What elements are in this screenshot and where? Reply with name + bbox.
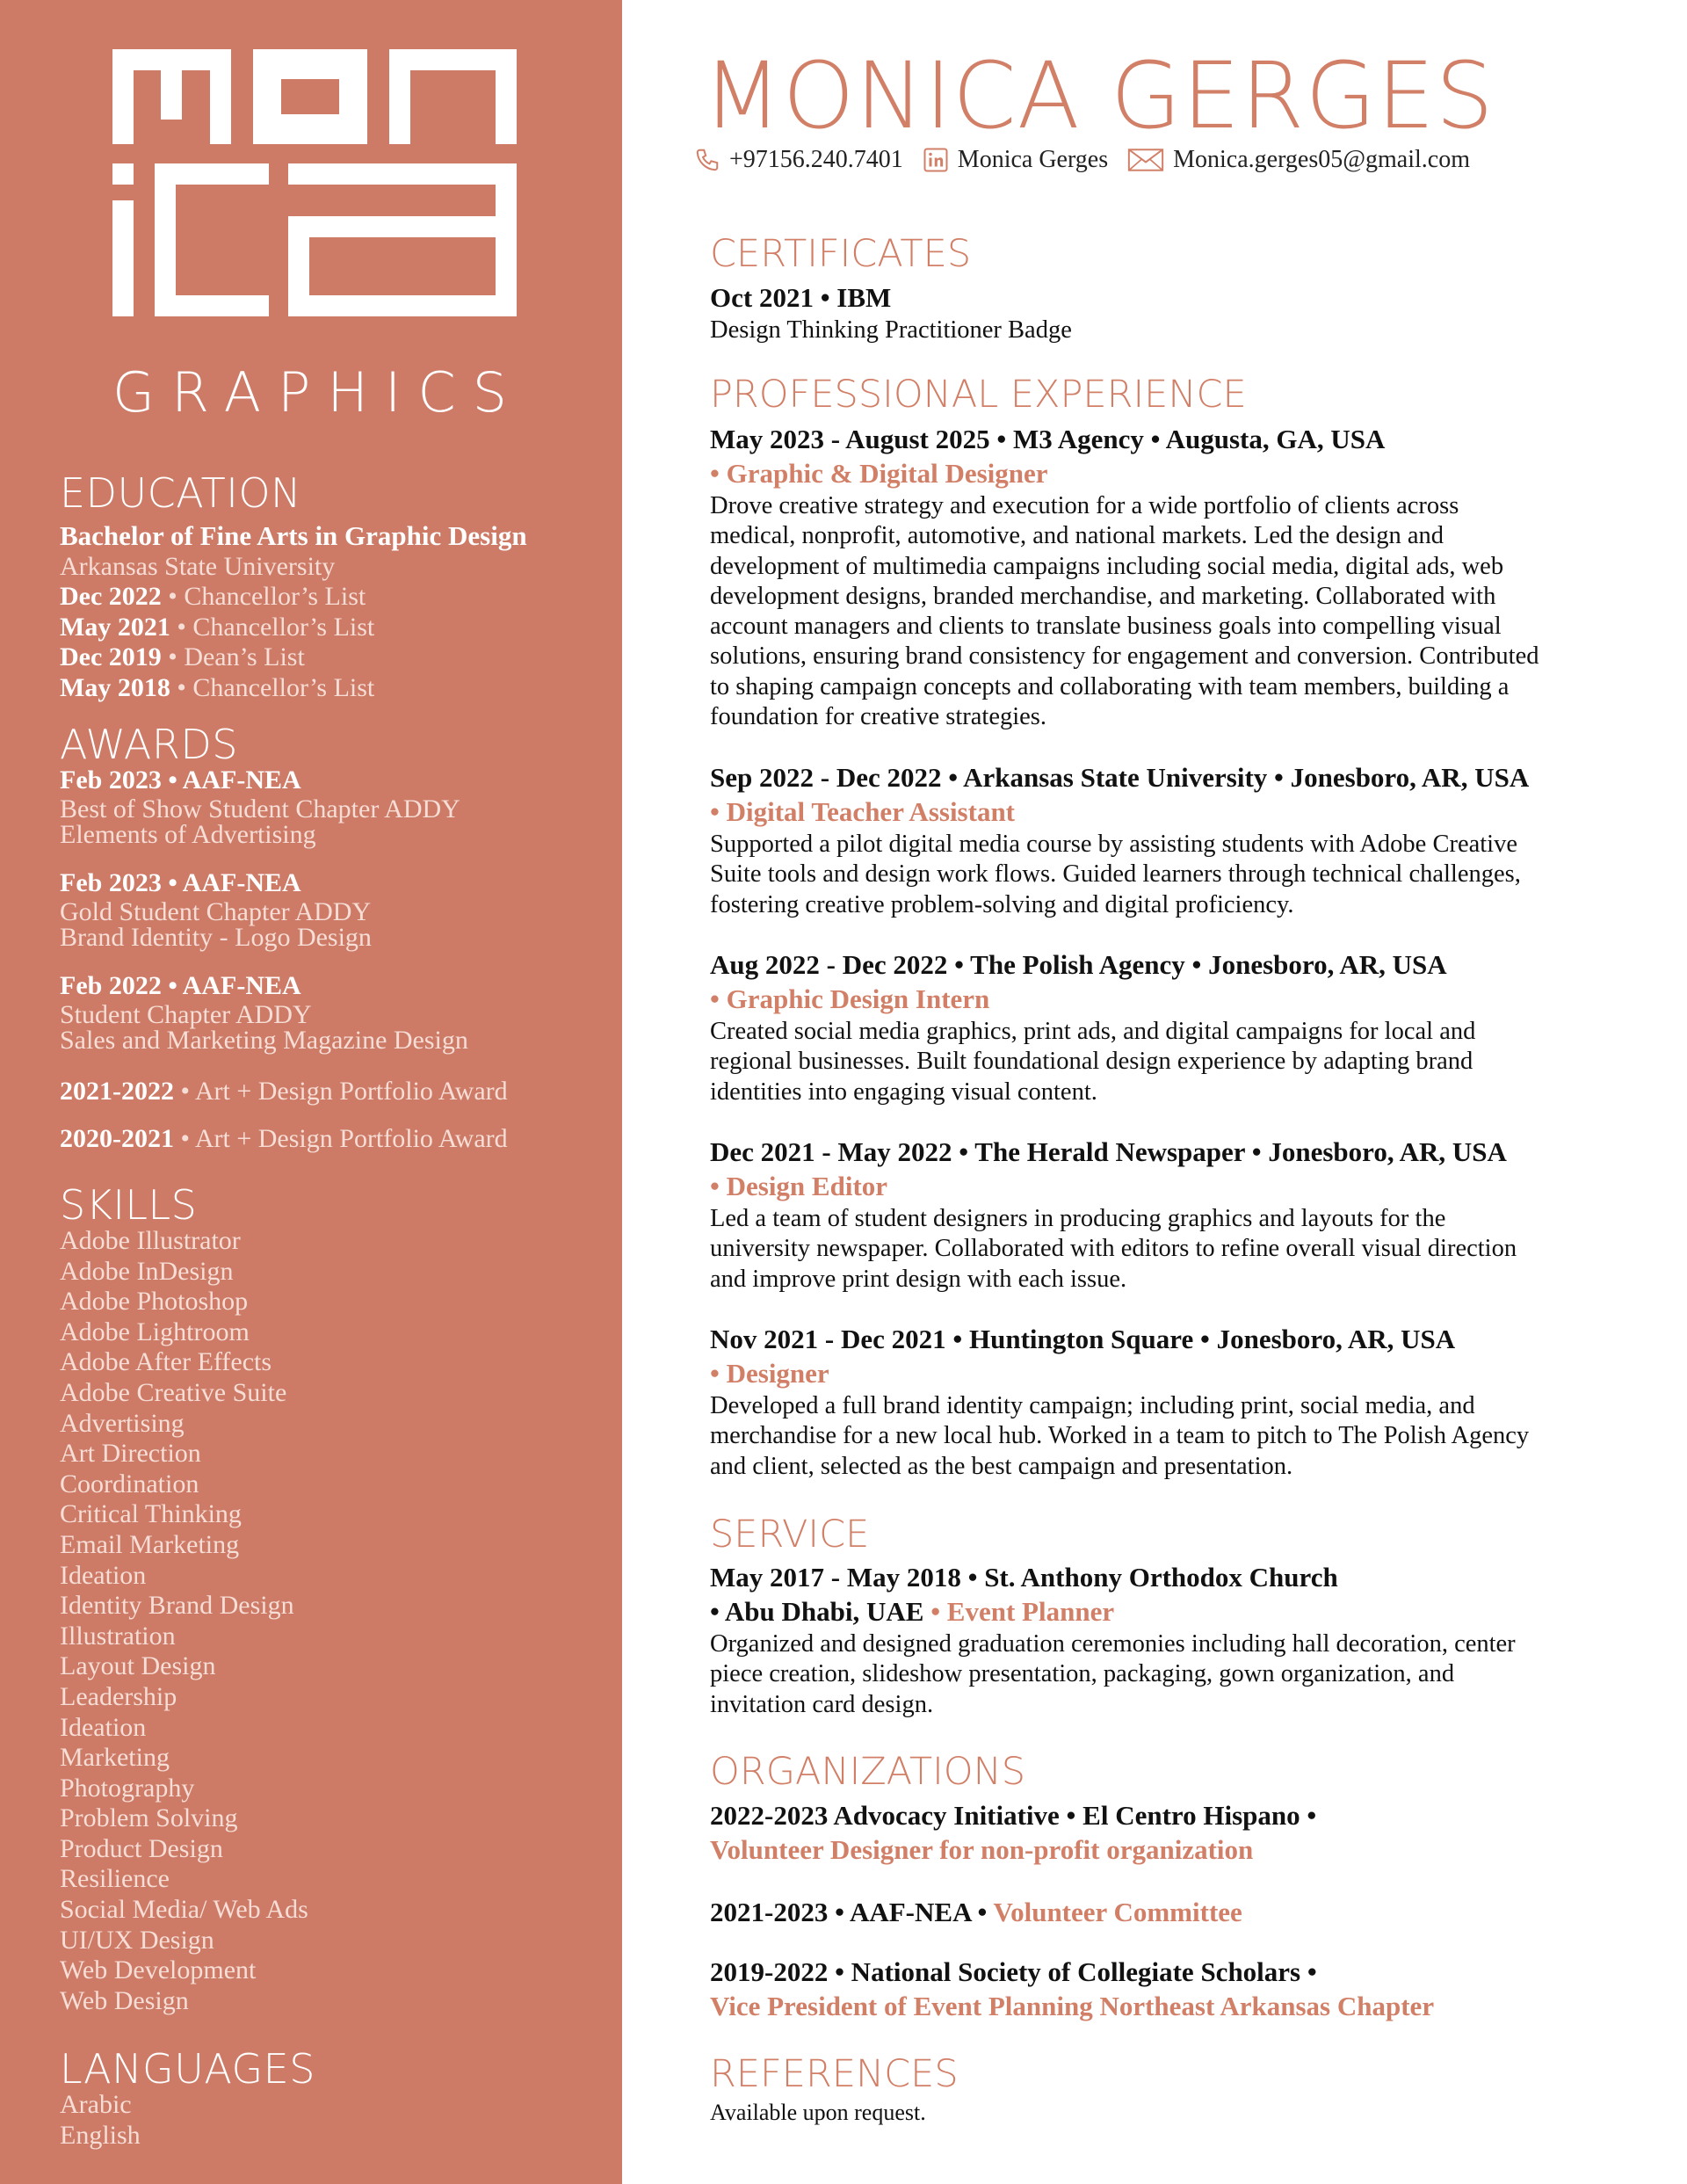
- skill-item: Adobe After Effects: [60, 1347, 272, 1377]
- job-item: [710, 1323, 1641, 1482]
- job-line: university newspaper. Collaborated with editors to refine overall visual direction: [710, 1235, 1517, 1263]
- service-location: • Abu Dhabi, UAE: [710, 1596, 924, 1627]
- portfolio-award: 2021-2022 • Art + Design Portfolio Award: [60, 1077, 508, 1106]
- contact-bar: [694, 142, 1489, 178]
- education-school: Arkansas State University: [60, 551, 336, 581]
- award-title: Feb 2022 • AAF-NEA: [60, 971, 301, 1000]
- job-header: Nov 2021 - Dec 2021 • Huntington Square • Jonesboro, AR, USA: [710, 1324, 1456, 1354]
- job-header: Aug 2022 - Dec 2022 • The Polish Agency • Jonesboro, AR, USA: [710, 949, 1447, 980]
- certificate-item: [710, 281, 1641, 346]
- language-item: Arabic: [60, 2090, 132, 2119]
- job-line: and client, selected as the best campaign and presentation.: [710, 1452, 1293, 1480]
- service-header: May 2017 - May 2018 • St. Anthony Orthodox Church: [710, 1562, 1338, 1593]
- linkedin-text: Monica Gerges: [957, 146, 1109, 173]
- org-row: [710, 1895, 1641, 1930]
- phone-text: +97156.240.7401: [729, 146, 903, 173]
- skill-item: Illustration: [60, 1621, 176, 1651]
- job-line: and improve print design with each issue.: [710, 1265, 1127, 1293]
- organization-item: [710, 1955, 1641, 2024]
- award-line: Sales and Marketing Magazine Design: [60, 1025, 468, 1055]
- job-line: foundation for creative strategies.: [710, 703, 1047, 731]
- job-line: to shaping campaign concepts and collaborating with team members, building a: [710, 672, 1510, 700]
- skill-item: Leadership: [60, 1681, 177, 1711]
- award-line: Best of Show Student Chapter ADDY: [60, 794, 460, 824]
- job-line: merchandise for a new local hub. Worked in a team to pitch to The Polish Agency: [710, 1422, 1530, 1450]
- award-line: Elements of Advertising: [60, 819, 316, 849]
- award-title: Feb 2023 • AAF-NEA: [60, 868, 301, 897]
- skill-item: Coordination: [60, 1469, 199, 1498]
- skill-item: Advertising: [60, 1408, 185, 1438]
- references-item: [710, 2099, 1641, 2127]
- skill-item: Adobe Lightroom: [60, 1317, 250, 1346]
- job-line: Created social media graphics, print ads, and digital campaigns for local and: [710, 1018, 1476, 1045]
- education-section: [60, 521, 527, 703]
- award-line: Brand Identity - Logo Design: [60, 922, 372, 952]
- award-item: [60, 868, 372, 950]
- service-item: [710, 1561, 1641, 1720]
- skill-item: Marketing: [60, 1743, 170, 1773]
- skill-item: Identity Brand Design: [60, 1591, 294, 1621]
- skill-item: Email Marketing: [60, 1529, 240, 1559]
- certificates-heading: CERTIFICATES: [710, 232, 972, 276]
- job-header: May 2023 - August 2025 • M3 Agency • Augusta, GA, USA: [710, 424, 1386, 454]
- organization-item: [710, 1799, 1641, 1868]
- honor-item: Dec 2019 • Dean’s List: [60, 642, 305, 671]
- skill-item: Resilience: [60, 1864, 170, 1894]
- references-heading: REFERENCES: [710, 2052, 959, 2096]
- skill-item: Adobe Photoshop: [60, 1287, 249, 1317]
- references-text: Available upon request.: [710, 2100, 926, 2125]
- org-role: Volunteer Committee: [993, 1897, 1242, 1927]
- skills-list: [60, 1226, 308, 2016]
- job-role: • Graphic & Digital Designer: [710, 458, 1048, 489]
- awards-heading: AWARDS: [60, 721, 238, 768]
- org-header: 2021-2023 • AAF-NEA •: [710, 1897, 988, 1927]
- job-line: regional businesses. Built foundational design experience by adapting brand: [710, 1048, 1473, 1076]
- skill-item: Adobe Illustrator: [60, 1226, 241, 1255]
- organizations-heading: ORGANIZATIONS: [710, 1750, 1026, 1794]
- service-line: Organized and designed graduation ceremonies including hall decoration, center: [710, 1630, 1516, 1658]
- job-line: Led a team of student designers in producing graphics and layouts for the: [710, 1205, 1446, 1232]
- certificate-desc: Design Thinking Practitioner Badge: [710, 316, 1072, 344]
- email-text: Monica.gerges05@gmail.com: [1173, 146, 1470, 173]
- job-line: Developed a full brand identity campaign; including print, social media, and: [710, 1392, 1475, 1419]
- contact-email[interactable]: [1127, 146, 1470, 174]
- job-header: Dec 2021 - May 2022 • The Herald Newspaper • Jonesboro, AR, USA: [710, 1136, 1507, 1167]
- skill-item: Problem Solving: [60, 1803, 238, 1833]
- skill-item: Web Development: [60, 1955, 257, 1985]
- skill-item: Social Media/ Web Ads: [60, 1895, 308, 1925]
- service-line: piece creation, slideshow presentation, packaging, gown organization, and: [710, 1660, 1455, 1688]
- skill-item: Ideation: [60, 1712, 147, 1742]
- sidebar: [0, 0, 622, 2184]
- job-line: Suite tools and design work flows. Guided learners through technical challenges,: [710, 860, 1521, 889]
- org-header: 2022-2023 Advocacy Initiative • El Centro Hispano •: [710, 1800, 1317, 1831]
- job-line: development of multimedia campaigns including social media, digital ads, web: [710, 552, 1504, 580]
- skill-item: Photography: [60, 1773, 195, 1803]
- experience-heading: PROFESSIONAL EXPERIENCE: [710, 373, 1247, 417]
- certificate-title: Oct 2021 • IBM: [710, 282, 892, 313]
- skill-item: Web Design: [60, 1985, 189, 2015]
- linkedin-icon: [923, 147, 949, 173]
- job-line: solutions, ensuring brand consistency for engagement and conversion. Contributed: [710, 642, 1539, 671]
- mail-icon: [1127, 147, 1164, 173]
- job-item: [710, 948, 1641, 1107]
- phone-icon: [694, 147, 720, 173]
- honor-item: May 2021 • Chancellor’s List: [60, 612, 375, 642]
- job-item: [710, 1136, 1641, 1295]
- job-line: Drove creative strategy and execution for a wide portfolio of clients across: [710, 492, 1459, 519]
- skill-item: Art Direction: [60, 1439, 201, 1469]
- job-header: Sep 2022 - Dec 2022 • Arkansas State University • Jonesboro, AR, USA: [710, 762, 1530, 793]
- job-line: account managers and clients to translate business goals into compelling visual: [710, 613, 1502, 641]
- skill-item: Ideation: [60, 1560, 147, 1590]
- education-heading: EDUCATION: [60, 469, 301, 517]
- job-line: medical, nonprofit, automotive, and national markets. Led the design and: [710, 522, 1444, 550]
- job-role: • Designer: [710, 1358, 829, 1389]
- job-item: [710, 761, 1641, 920]
- languages-list: [60, 2090, 141, 2151]
- honor-item: Dec 2022 • Chancellor’s List: [60, 582, 366, 611]
- organization-item: [710, 1895, 1641, 1930]
- skill-item: Adobe Creative Suite: [60, 1377, 287, 1407]
- contact-phone[interactable]: [694, 146, 903, 174]
- education-degree: Bachelor of Fine Arts in Graphic Design: [60, 520, 527, 551]
- award-item: [60, 765, 460, 847]
- service-role: • Event Planner: [930, 1596, 1115, 1627]
- skill-item: Adobe InDesign: [60, 1256, 234, 1286]
- job-line: identities into engaging visual content.: [710, 1077, 1097, 1106]
- job-role: • Graphic Design Intern: [710, 983, 990, 1014]
- org-role: Vice President of Event Planning Northeast Arkansas Chapter: [710, 1991, 1435, 2021]
- skill-item: Critical Thinking: [60, 1499, 242, 1529]
- language-item: English: [60, 2120, 141, 2150]
- job-role: • Digital Teacher Assistant: [710, 796, 1016, 827]
- skill-item: Product Design: [60, 1833, 223, 1863]
- service-heading: SERVICE: [710, 1513, 870, 1556]
- logo-wordmark: GRAPHICS: [112, 360, 524, 424]
- skill-item: UI/UX Design: [60, 1925, 214, 1955]
- portfolio-award: 2020-2021 • Art + Design Portfolio Award: [60, 1124, 508, 1153]
- org-role: Volunteer Designer for non-profit organization: [710, 1834, 1254, 1865]
- page-title: MONICA GERGES: [703, 42, 1495, 149]
- service-location-row: [710, 1594, 1641, 1629]
- award-title: Feb 2023 • AAF-NEA: [60, 765, 301, 795]
- org-header: 2019-2022 • National Society of Collegiate Scholars •: [710, 1956, 1317, 1987]
- award-line: Gold Student Chapter ADDY: [60, 896, 372, 926]
- job-line: fostering creative problem-solving and digital proficiency.: [710, 890, 1294, 918]
- job-item: [710, 423, 1641, 732]
- award-line: Student Chapter ADDY: [60, 999, 312, 1029]
- contact-linkedin[interactable]: [923, 146, 1108, 174]
- award-item: [60, 971, 468, 1053]
- job-role: • Design Editor: [710, 1171, 888, 1201]
- languages-heading: LANGUAGES: [60, 2045, 315, 2093]
- skills-heading: SKILLS: [60, 1181, 198, 1229]
- skill-item: Layout Design: [60, 1651, 216, 1681]
- service-line: invitation card design.: [710, 1690, 934, 1718]
- job-line: Supported a pilot digital media course by assisting students with Adobe Creative: [710, 831, 1517, 858]
- honor-item: May 2018 • Chancellor’s List: [60, 672, 375, 702]
- job-line: development designs, branded merchandise, and marketing. Collaborated with: [710, 582, 1496, 610]
